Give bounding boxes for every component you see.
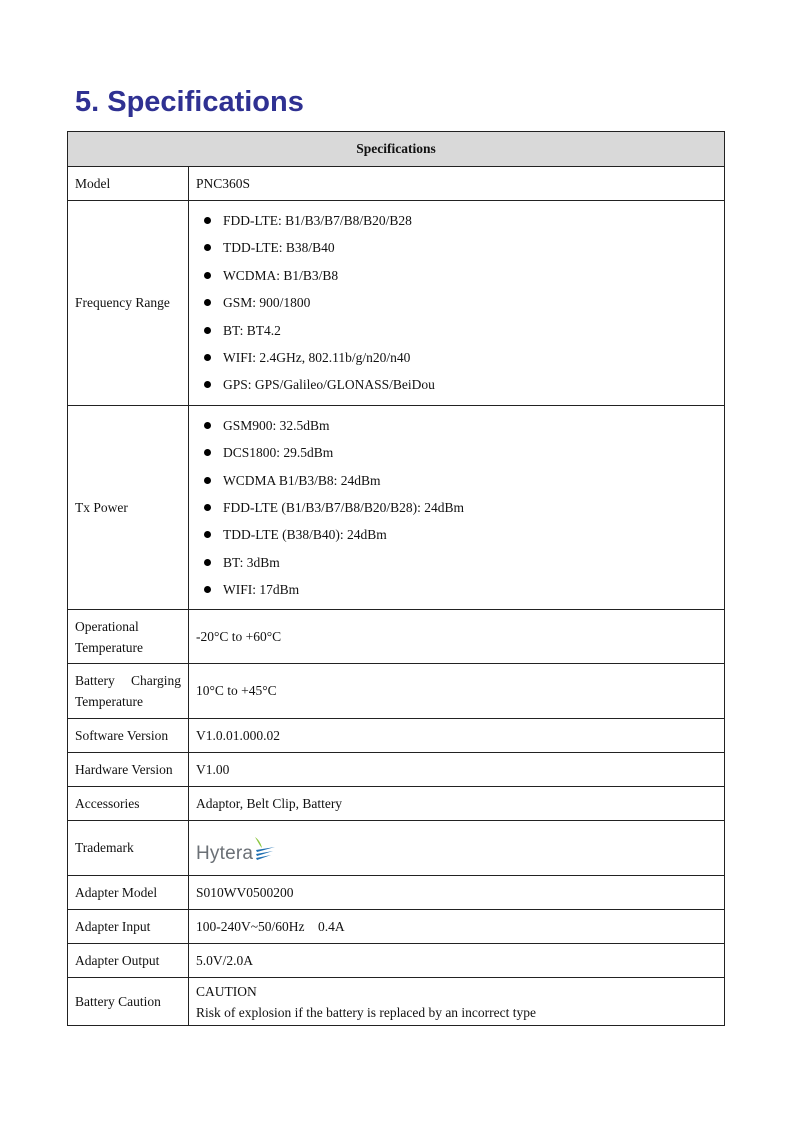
row-value: 100-240V~50/60Hz 0.4A: [189, 910, 725, 944]
bullet-icon: [204, 299, 211, 306]
table-row-adapter-output: [68, 944, 725, 978]
table-row-operational-temperature: [68, 610, 725, 664]
row-value: PNC360S: [189, 167, 725, 201]
table-row-battery-caution: [68, 978, 725, 1026]
bullet-icon: [204, 217, 211, 224]
bullet-icon: [204, 244, 211, 251]
list-item: TDD-LTE (B38/B40): 24dBm: [196, 521, 717, 548]
table-row-software-version: [68, 719, 725, 753]
row-value: 5.0V/2.0A: [189, 944, 725, 978]
list-item: FDD-LTE: B1/B3/B7/B8/B20/B28: [196, 207, 717, 234]
logo-text: Hytera: [196, 843, 254, 865]
bullet-icon: [204, 354, 211, 361]
list-item: WIFI: 2.4GHz, 802.11b/g/n20/n40: [196, 344, 717, 371]
logo-mark-icon: [254, 836, 276, 862]
page-title: 5. Specifications: [75, 86, 304, 118]
row-label: Battery Caution: [68, 978, 189, 1026]
row-label: Software Version: [68, 719, 189, 753]
table-row-adapter-input: [68, 910, 725, 944]
row-value: [189, 821, 725, 876]
table-row-frequency-range: [68, 201, 725, 406]
bullet-icon: [204, 531, 211, 538]
table-header: Specifications: [68, 132, 725, 167]
row-value: Adaptor, Belt Clip, Battery: [189, 787, 725, 821]
list-item: WIFI: 17dBm: [196, 576, 717, 603]
list-item: WCDMA: B1/B3/B8: [196, 262, 717, 289]
row-value: 10°C to +45°C: [189, 664, 725, 719]
row-label: Tx Power: [68, 405, 189, 610]
caution-title: CAUTION: [196, 983, 257, 999]
list-item: FDD-LTE (B1/B3/B7/B8/B20/B28): 24dBm: [196, 494, 717, 521]
row-label: Adapter Model: [68, 876, 189, 910]
table-row-adapter-model: [68, 876, 725, 910]
list-item: GSM900: 32.5dBm: [196, 412, 717, 439]
table-header-row: [68, 132, 725, 167]
specifications-table: [67, 131, 725, 1026]
row-label: Accessories: [68, 787, 189, 821]
table-row-battery-charging-temperature: [68, 664, 725, 719]
row-value: [189, 201, 725, 406]
row-value: S010WV0500200: [189, 876, 725, 910]
list-item: DCS1800: 29.5dBm: [196, 439, 717, 466]
bullet-icon: [204, 504, 211, 511]
list-item: TDD-LTE: B38/B40: [196, 234, 717, 261]
list-item: BT: 3dBm: [196, 549, 717, 576]
row-label: Frequency Range: [68, 201, 189, 406]
bullet-icon: [204, 327, 211, 334]
row-value: [189, 405, 725, 610]
frequency-range-list: [196, 201, 717, 405]
row-label: Adapter Output: [68, 944, 189, 978]
list-item: GSM: 900/1800: [196, 289, 717, 316]
row-value: [189, 978, 725, 1026]
table-row-hardware-version: [68, 753, 725, 787]
row-value: V1.00: [189, 753, 725, 787]
hytera-logo: [196, 835, 717, 865]
list-item: WCDMA B1/B3/B8: 24dBm: [196, 467, 717, 494]
row-value: V1.0.01.000.02: [189, 719, 725, 753]
table-row-model: [68, 167, 725, 201]
row-label: Model: [68, 167, 189, 201]
list-item: GPS: GPS/Galileo/GLONASS/BeiDou: [196, 371, 717, 398]
bullet-icon: [204, 422, 211, 429]
tx-power-list: [196, 406, 717, 610]
bullet-icon: [204, 559, 211, 566]
row-label: Hardware Version: [68, 753, 189, 787]
bullet-icon: [204, 477, 211, 484]
table-row-tx-power: [68, 405, 725, 610]
row-label: Trademark: [68, 821, 189, 876]
caution-text: Risk of explosion if the battery is replaced by an incorrect type: [196, 1004, 537, 1020]
row-value: -20°C to +60°C: [189, 610, 725, 664]
table-row-accessories: [68, 787, 725, 821]
list-item: BT: BT4.2: [196, 317, 717, 344]
row-label: Battery Charging Temperature: [68, 664, 189, 719]
row-label: Operational Temperature: [68, 610, 189, 664]
bullet-icon: [204, 272, 211, 279]
table-row-trademark: [68, 821, 725, 876]
bullet-icon: [204, 586, 211, 593]
bullet-icon: [204, 449, 211, 456]
bullet-icon: [204, 381, 211, 388]
row-label: Adapter Input: [68, 910, 189, 944]
